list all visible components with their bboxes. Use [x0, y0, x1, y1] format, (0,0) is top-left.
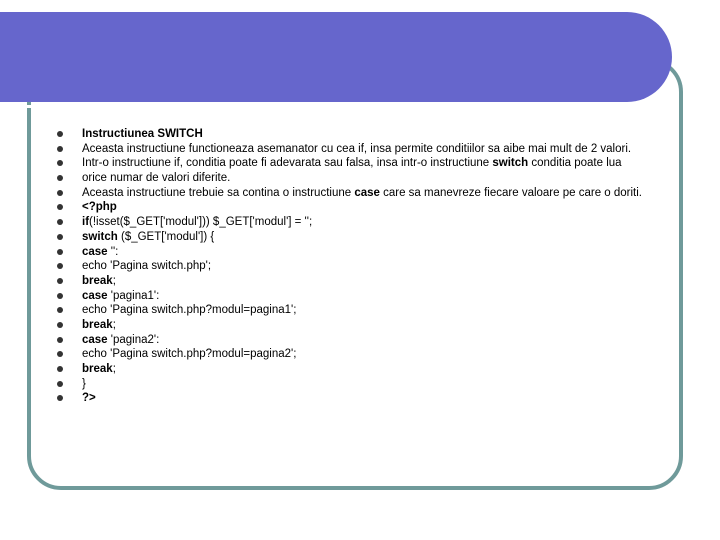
list-item: if(!isset($_GET['modul'])) $_GET['modul'] = ''; [55, 215, 675, 230]
list-item: } [55, 377, 675, 392]
list-item: Intr-o instructiune if, conditia poate fi adevarata sau falsa, insa intr-o instructiune switch conditia poate lua [55, 156, 675, 171]
list-item: echo 'Pagina switch.php'; [55, 259, 675, 274]
list-item: break; [55, 318, 675, 333]
bullet-icon [57, 160, 63, 166]
bullet-icon [57, 249, 63, 255]
bullet-icon [57, 175, 63, 181]
list-item: Aceasta instructiune functioneaza asemanator cu cea if, insa permite conditiilor sa aibe mai mult de 2 valori. [55, 142, 675, 157]
bullet-icon [57, 204, 63, 210]
bullet-icon [57, 351, 63, 357]
bullet-icon [57, 381, 63, 387]
bullet-icon [57, 307, 63, 313]
list-item: break; [55, 362, 675, 377]
list-item: case '': [55, 245, 675, 260]
banner-divider [0, 105, 636, 108]
list-item: ?> [55, 391, 675, 406]
title-banner [0, 12, 672, 102]
bullet-icon [57, 278, 63, 284]
bullet-icon [57, 293, 63, 299]
bullet-icon [57, 219, 63, 225]
bullet-icon [57, 366, 63, 372]
list-item: case 'pagina2': [55, 333, 675, 348]
bullet-icon [57, 322, 63, 328]
bullet-icon [57, 131, 63, 137]
list-item: Aceasta instructiune trebuie sa contina o instructiune case care sa manevreze fiecare valoare pe care o doriti. [55, 186, 675, 201]
bullet-icon [57, 146, 63, 152]
list-item: <?php [55, 200, 675, 215]
bullet-icon [57, 234, 63, 240]
list-item: Instructiunea SWITCH [55, 127, 675, 142]
list-item: break; [55, 274, 675, 289]
list-item: echo 'Pagina switch.php?modul=pagina1'; [55, 303, 675, 318]
bullet-icon [57, 337, 63, 343]
bullet-icon [57, 263, 63, 269]
list-item: case 'pagina1': [55, 289, 675, 304]
content-list [55, 127, 675, 406]
list-item: orice numar de valori diferite. [55, 171, 675, 186]
bullet-icon [57, 190, 63, 196]
list-item: switch ($_GET['modul']) { [55, 230, 675, 245]
bullet-icon [57, 395, 63, 401]
list-item: echo 'Pagina switch.php?modul=pagina2'; [55, 347, 675, 362]
